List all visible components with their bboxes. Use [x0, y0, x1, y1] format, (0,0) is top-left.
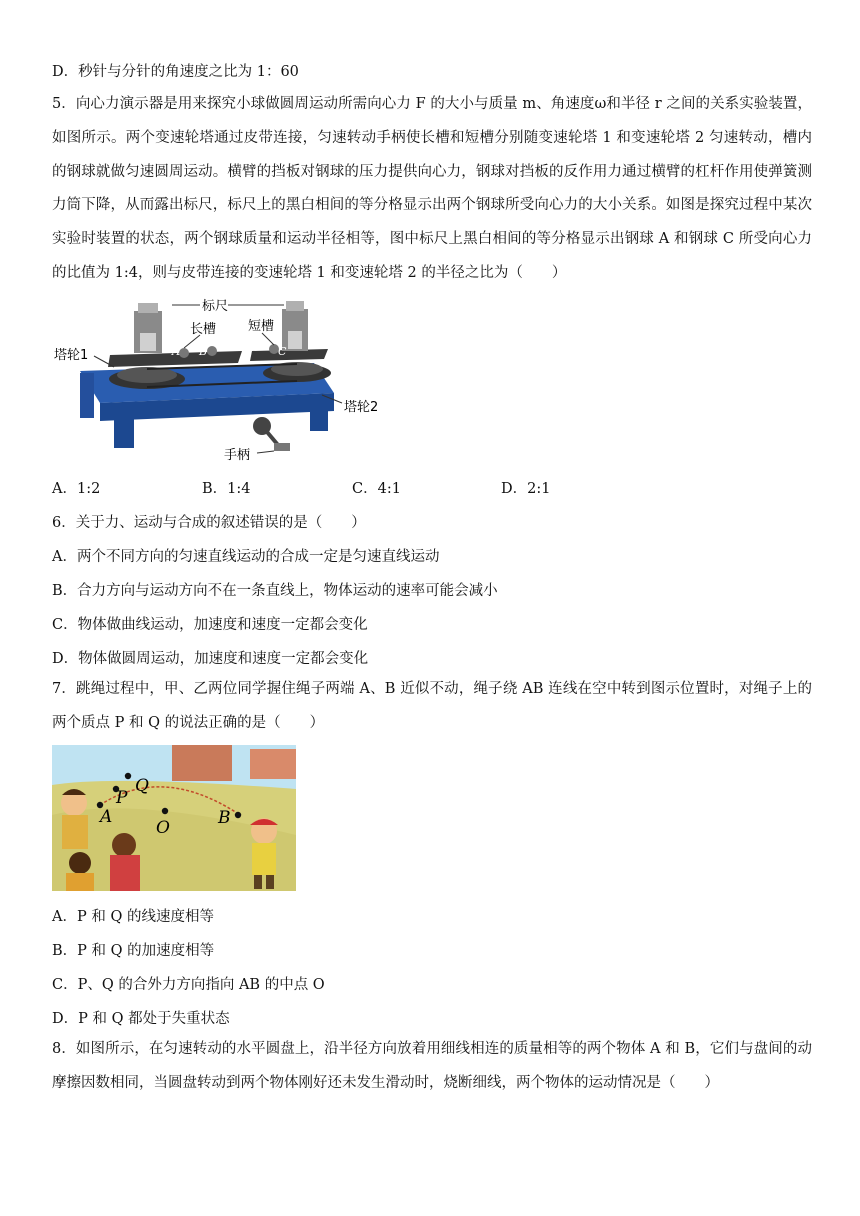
- q5-option-a: A．1:2: [52, 481, 101, 497]
- label-long-slot: 长槽: [190, 322, 217, 337]
- q5-options: [52, 477, 752, 497]
- kid-b-body: [252, 843, 276, 875]
- q7-figure-jump-rope: [52, 745, 296, 891]
- q6-option-c: C．物体做曲线运动，加速度和速度一定都会变化: [52, 617, 368, 633]
- q5-figure-apparatus: [52, 293, 382, 465]
- q7-option-a: A．P 和 Q 的线速度相等: [52, 909, 214, 925]
- label-short-slot: 短槽: [248, 319, 275, 334]
- label-ball-c: C: [278, 345, 287, 358]
- label-ball-b: B: [199, 345, 208, 358]
- q6-option-d: D．物体做圆周运动，加速度和速度一定都会变化: [52, 651, 369, 667]
- q7-stem: 7．跳绳过程中，甲、乙两位同学握住绳子两端 A、B 近似不动，绳子绕 AB 连线在空中转到图示位置时，对绳子上的两个质点 P 和 Q 的说法正确的是（ ）: [52, 681, 812, 731]
- table-leg: [310, 401, 328, 431]
- label-p: P: [116, 788, 128, 808]
- ball-b: [207, 346, 217, 356]
- label-q: Q: [135, 776, 149, 796]
- point-q: [125, 773, 131, 779]
- label-ball-a: A: [172, 345, 180, 358]
- point-b: [235, 812, 241, 818]
- kid-head: [112, 833, 136, 857]
- q6-option-b: B．合力方向与运动方向不在一条直线上，物体运动的速率可能会减小: [52, 583, 498, 599]
- label-a: A: [100, 807, 113, 827]
- q6-stem: 6．关于力、运动与合成的叙述错误的是（ ）: [52, 515, 366, 531]
- q7-option-d: D．P 和 Q 都处于失重状态: [52, 1011, 230, 1027]
- q6-option-a: A．两个不同方向的匀速直线运动的合成一定是匀速直线运动: [52, 549, 440, 565]
- label-ruler: 标尺: [202, 299, 229, 314]
- label-o: O: [156, 818, 170, 838]
- label-tower-1: 塔轮1: [54, 348, 89, 363]
- q7-option-c: C．P、Q 的合外力方向指向 AB 的中点 O: [52, 977, 325, 993]
- q5-stem: 5．向心力演示器是用来探究小球做圆周运动所需向心力 F 的大小与质量 m、角速度ω和半径 r 之间的关系实验装置，如图所示。两个变速轮塔通过皮带连接，匀速转动手柄使长槽和短槽分别随变速轮塔 1 和变速轮塔 2 匀速转动，槽内的钢球就做匀速圆周运动。横臂的挡板对钢球的压力提供向心力，钢球对挡板的反作用力通过横臂的杠杆作用使弹簧测力筒下降，从而露出标尺，标尺上的黑白相间的等分格显示出两个钢球所受向心力的大小关系。如图是探究过程中某次实验时装置的状态，两个钢球质量和运动半径相等，图中标尺上黑白相间的等分格显示出钢球 A 和钢球 C 所受向心力的比值为 1:4，则与皮带连接的变速轮塔 1 和变速轮塔 2 的半径之比为（ ）: [52, 96, 812, 281]
- q8-stem: 8．如图所示，在匀速转动的水平圆盘上，沿半径方向放着用细线相连的质量相等的两个物体 A 和 B，它们与盘间的动摩擦因数相同，当圆盘转动到两个物体刚好还未发生滑动时，烧断细线，两个物体的运动情况是（ ）: [52, 1041, 812, 1091]
- q4-option-d: D．秒针与分针的角速度之比为 1：60: [52, 64, 299, 80]
- ball-a: [179, 348, 189, 358]
- q5-option-b: B．1:4: [202, 481, 251, 497]
- label-handle: 手柄: [224, 448, 251, 463]
- kid-a-body: [62, 815, 88, 849]
- table-leg: [114, 418, 134, 448]
- label-tower-2: 塔轮2: [344, 400, 379, 415]
- q5-option-c: C．4:1: [352, 481, 401, 497]
- q5-option-d: D．2:1: [501, 481, 551, 497]
- q7-option-b: B．P 和 Q 的加速度相等: [52, 943, 215, 959]
- label-b: B: [218, 808, 231, 828]
- background-building: [172, 745, 232, 781]
- point-o: [162, 808, 168, 814]
